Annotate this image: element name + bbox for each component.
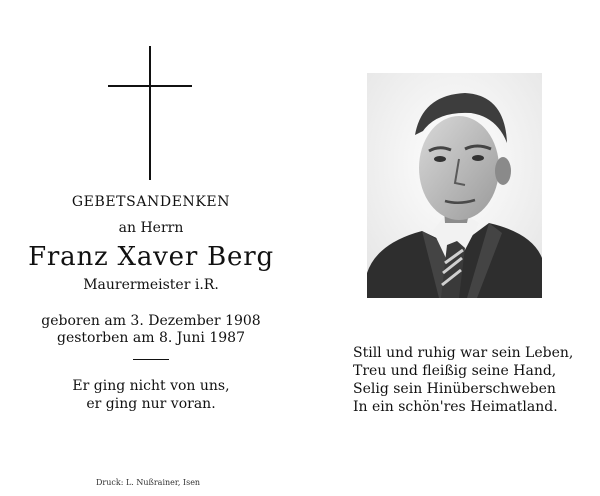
portrait-drawing [367,73,542,298]
poem [353,344,593,416]
printer-credit: Druck: L. Nußrainer, Isen [96,478,201,487]
divider-line [133,359,169,360]
poem-line: Treu und fleißig seine Hand, [353,363,557,379]
cross-icon [108,46,192,180]
death-date-text: gestorben am 8. Juni 1987 [57,330,245,346]
poem-line: Still und ruhig war sein Leben, [353,345,574,361]
card-heading: GEBETSANDENKEN [71,194,231,210]
cross-vertical-bar [149,46,151,180]
occupation-text: Maurermeister i.R. [83,277,219,293]
poem-line: In ein schön'res Heimatland. [353,399,558,415]
birth-date-text: geboren am 3. Dezember 1908 [41,313,261,329]
quote-line: er ging nur voran. [86,396,216,412]
poem-line: Selig sein Hinüberschweben [353,381,556,397]
cross-horizontal-bar [108,85,192,87]
dedication-text: an Herrn [118,220,184,236]
quote-line: Er ging nicht von uns, [72,378,230,394]
portrait-photo [367,73,542,298]
deceased-name: Franz Xaver Berg [28,242,274,272]
